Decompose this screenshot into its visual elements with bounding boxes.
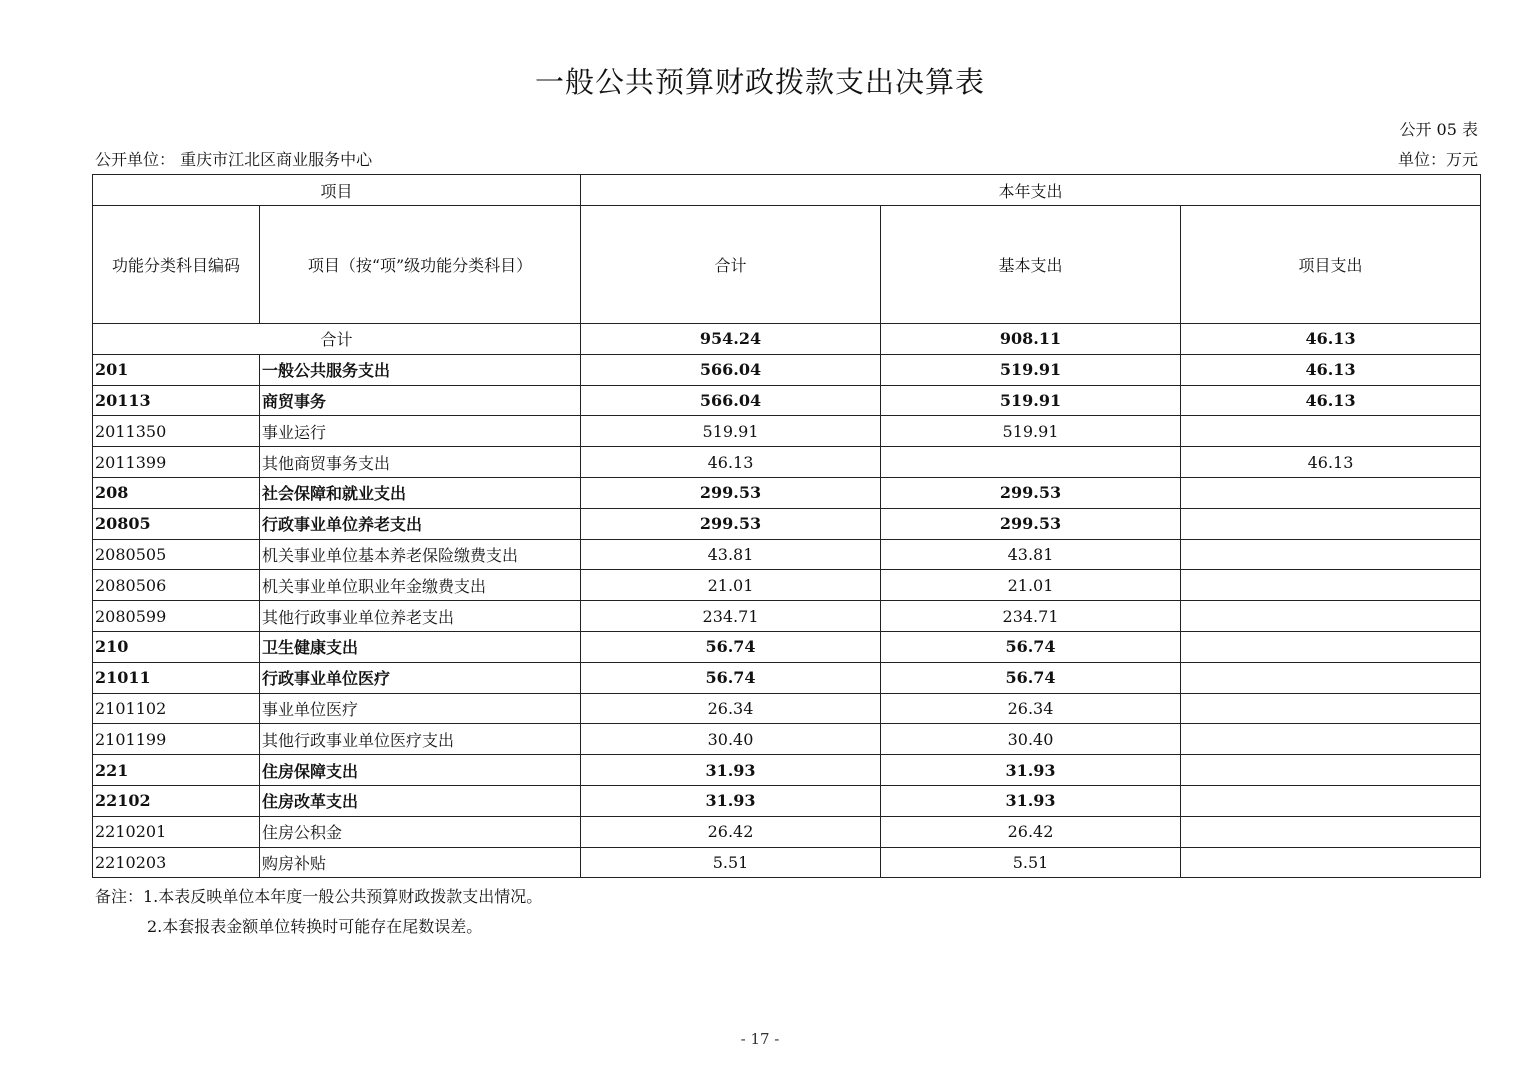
header-basic: 基本支出: [881, 206, 1181, 324]
row-total: 566.04: [581, 354, 881, 385]
row-code: 22102: [93, 785, 260, 816]
row-total: 5.51: [581, 847, 881, 878]
row-code: 2080505: [93, 539, 260, 570]
table-row: [93, 816, 1481, 847]
row-name: 事业单位医疗: [260, 693, 581, 724]
row-basic: 26.42: [881, 816, 1181, 847]
row-code: 21011: [93, 662, 260, 693]
row-total: 56.74: [581, 662, 881, 693]
table-row: [93, 416, 1481, 447]
row-total: 299.53: [581, 477, 881, 508]
header-current-year: 本年支出: [581, 175, 1481, 206]
row-basic: 234.71: [881, 601, 1181, 632]
row-project: [1181, 601, 1481, 632]
table-row: [93, 447, 1481, 478]
row-code: 221: [93, 755, 260, 786]
notes: [95, 882, 542, 942]
currency-unit: 单位：万元: [1397, 150, 1478, 169]
reporting-unit: 公开单位： 重庆市江北区商业服务中心: [95, 150, 373, 169]
expenditure-table: [92, 174, 1481, 878]
row-code: 2011399: [93, 447, 260, 478]
row-total: 31.93: [581, 785, 881, 816]
row-total: 566.04: [581, 385, 881, 416]
row-total: 43.81: [581, 539, 881, 570]
row-basic: 21.01: [881, 570, 1181, 601]
row-total: 21.01: [581, 570, 881, 601]
row-basic: 299.53: [881, 477, 1181, 508]
row-project: 46.13: [1181, 385, 1481, 416]
row-code: 2101102: [93, 693, 260, 724]
total-row-total: 954.24: [581, 324, 881, 355]
row-name: 其他商贸事务支出: [260, 447, 581, 478]
row-basic: 31.93: [881, 755, 1181, 786]
table-row: [93, 662, 1481, 693]
row-basic: 519.91: [881, 416, 1181, 447]
row-project: [1181, 570, 1481, 601]
table-row: [93, 693, 1481, 724]
row-name: 机关事业单位基本养老保险缴费支出: [260, 539, 581, 570]
table-row: [93, 508, 1481, 539]
row-total: 26.42: [581, 816, 881, 847]
row-basic: [881, 447, 1181, 478]
row-basic: 56.74: [881, 631, 1181, 662]
page-number: - 17 -: [740, 1030, 780, 1048]
row-project: [1181, 693, 1481, 724]
row-basic: 519.91: [881, 385, 1181, 416]
row-total: 299.53: [581, 508, 881, 539]
row-project: [1181, 785, 1481, 816]
table-row: [93, 539, 1481, 570]
row-total: 46.13: [581, 447, 881, 478]
row-basic: 30.40: [881, 724, 1181, 755]
row-code: 2101199: [93, 724, 260, 755]
row-basic: 31.93: [881, 785, 1181, 816]
total-row-project: 46.13: [1181, 324, 1481, 355]
row-total: 30.40: [581, 724, 881, 755]
row-code: 20805: [93, 508, 260, 539]
row-name: 其他行政事业单位医疗支出: [260, 724, 581, 755]
row-project: [1181, 416, 1481, 447]
row-basic: 56.74: [881, 662, 1181, 693]
row-code: 201: [93, 354, 260, 385]
row-total: 26.34: [581, 693, 881, 724]
row-basic: 26.34: [881, 693, 1181, 724]
row-name: 住房公积金: [260, 816, 581, 847]
form-number: 公开 05 表: [1399, 120, 1478, 139]
row-project: [1181, 477, 1481, 508]
row-name: 其他行政事业单位养老支出: [260, 601, 581, 632]
row-name: 一般公共服务支出: [260, 354, 581, 385]
table-row: [93, 477, 1481, 508]
row-basic: 299.53: [881, 508, 1181, 539]
row-project: [1181, 755, 1481, 786]
row-name: 住房改革支出: [260, 785, 581, 816]
header-total: 合计: [581, 206, 881, 324]
row-total: 31.93: [581, 755, 881, 786]
row-total: 234.71: [581, 601, 881, 632]
table-row: [93, 570, 1481, 601]
row-name: 购房补贴: [260, 847, 581, 878]
table-row: [93, 724, 1481, 755]
total-row: [93, 324, 1481, 355]
row-code: 210: [93, 631, 260, 662]
note-line-1: 备注：1.本表反映单位本年度一般公共预算财政拨款支出情况。: [95, 887, 543, 906]
row-name: 机关事业单位职业年金缴费支出: [260, 570, 581, 601]
table-row: [93, 847, 1481, 878]
row-total: 519.91: [581, 416, 881, 447]
row-code: 2011350: [93, 416, 260, 447]
header-row-1: [93, 175, 1481, 206]
page-title: 一般公共预算财政拨款支出决算表: [534, 65, 985, 99]
total-row-basic: 908.11: [881, 324, 1181, 355]
header-project: 项目支出: [1181, 206, 1481, 324]
row-code: 2210201: [93, 816, 260, 847]
row-project: [1181, 662, 1481, 693]
row-code: 2210203: [93, 847, 260, 878]
row-project: [1181, 539, 1481, 570]
header-item: 项目: [93, 175, 581, 206]
row-name: 行政事业单位医疗: [260, 662, 581, 693]
row-basic: 519.91: [881, 354, 1181, 385]
row-project: [1181, 631, 1481, 662]
table-row: [93, 631, 1481, 662]
header-name: 项目（按“项”级功能分类科目）: [260, 206, 581, 324]
row-basic: 5.51: [881, 847, 1181, 878]
total-row-label: 合计: [93, 324, 581, 355]
table-row: [93, 601, 1481, 632]
row-project: [1181, 508, 1481, 539]
row-project: 46.13: [1181, 354, 1481, 385]
row-project: [1181, 847, 1481, 878]
header-code: 功能分类科目编码: [93, 206, 260, 324]
row-name: 住房保障支出: [260, 755, 581, 786]
table-row: [93, 385, 1481, 416]
row-code: 2080599: [93, 601, 260, 632]
row-basic: 43.81: [881, 539, 1181, 570]
row-code: 2080506: [93, 570, 260, 601]
table-row: [93, 785, 1481, 816]
row-name: 行政事业单位养老支出: [260, 508, 581, 539]
row-total: 56.74: [581, 631, 881, 662]
row-code: 20113: [93, 385, 260, 416]
table-row: [93, 354, 1481, 385]
row-name: 社会保障和就业支出: [260, 477, 581, 508]
row-name: 事业运行: [260, 416, 581, 447]
note-line-2: 2.本套报表金额单位转换时可能存在尾数误差。: [147, 917, 483, 936]
table-row: [93, 755, 1481, 786]
row-name: 商贸事务: [260, 385, 581, 416]
row-project: [1181, 816, 1481, 847]
row-project: 46.13: [1181, 447, 1481, 478]
row-code: 208: [93, 477, 260, 508]
row-name: 卫生健康支出: [260, 631, 581, 662]
row-project: [1181, 724, 1481, 755]
header-row-2: [93, 206, 1481, 324]
